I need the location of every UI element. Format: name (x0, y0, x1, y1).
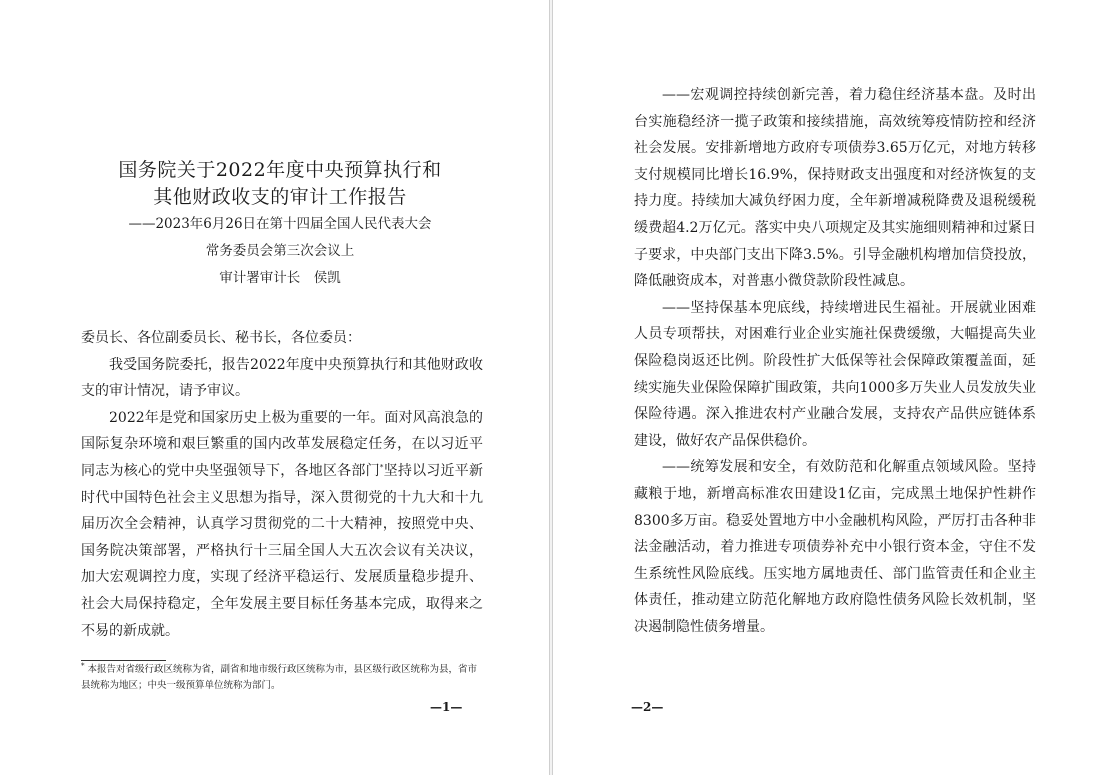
footnote (81, 662, 485, 694)
report-title-line-1: 国务院关于2022年度中央预算执行和 (118, 159, 442, 181)
footnote-divider (81, 660, 166, 661)
paragraph: ——坚持保基本兜底线，持续增进民生福祉。开展就业困难人员专项帮扶，对困难行业企业实施社保费缓缴，大幅提高失业保险稳岗返还比例。阶段性扩大低保等社会保障政策覆盖面，延续实施失业保险保障扩围政策，共向1000多万失业人员发放失业保险待遇。深入推进农村产业融合发展，支持农产品供应链体系建设，做好农产品保供稳价。 (634, 299, 1036, 449)
document-page-1 (0, 0, 550, 775)
report-title-line-2: 其他财政收支的审计工作报告 (153, 186, 407, 208)
paragraph-text: 2022年是党和国家历史上极为重要的一年。面对风高浪急的国际复杂环境和艰巨繁重的国内改革发展稳定任务，在以习近平同志为核心的党中央坚强领导下，各地区各部门 (81, 409, 483, 479)
report-subtitle-line-1: ——2023年6月26日在第十四届全国人民代表大会 (128, 216, 432, 232)
paragraph: 我受国务院委托，报告2022年度中央预算执行和其他财政收支的审计情况，请予审议。 (81, 356, 483, 400)
paragraph: ——宏观调控持续创新完善，着力稳住经济基本盘。及时出台实施稳经济一揽子政策和接续措施，高效统筹疫情防控和经济社会发展。安排新增地方政府专项债券3.65万亿元，对地方转移支付规模同比增长16.9%，保持财政支出强度和对经济恢复的支持力度。持续加大减负纾困力度，全年新增减税降费及退税缓税缓费超4.2万亿元。落实中央八项规定及其实施细则精神和过紧日子要求，中央部门支出下降3.5%。引导金融机构增加信贷投放，降低融资成本，对普惠小微贷款阶段性减息。 (634, 87, 1036, 290)
footnote-marker: * (81, 661, 85, 670)
footnote-marker[interactable]: * (379, 463, 384, 472)
paragraph-text: 坚持以习近平新时代中国特色社会主义思想为指导，深入贯彻党的十九大和十九届历次全会精神，认真学习贯彻党的二十大精神，按照党中央、国务院决策部署，严格执行十三届全国人大五次会议有关决议，加大宏观调控力度，实现了经济平稳运行、发展质量稳步提升、社会大局保持稳定，全年发展主要目标任务基本完成，取得来之不易的新成就。 (81, 462, 483, 639)
report-author: 审计署审计长 侯凯 (219, 270, 341, 286)
salutation: 委员长、各位副委员长、秘书长，各位委员： (81, 330, 361, 346)
report-title-block (60, 157, 500, 292)
page-number: —1— (430, 700, 463, 714)
page-2-body (634, 82, 1036, 640)
footnote-text: 本报告对省级行政区统称为省，副省和地市级行政区统称为市，县区级行政区统称为县，省市县统称为地区；中央一级预算单位统称为部门。 (81, 664, 478, 691)
document-page-2 (552, 0, 1102, 775)
report-subtitle-line-2: 常务委员会第三次会议上 (205, 243, 355, 259)
page-number: —2— (631, 700, 664, 714)
paragraph: ——统筹发展和安全，有效防范和化解重点领域风险。坚持藏粮于地，新增高标准农田建设1亿亩，完成黑土地保护性耕作8300多万亩。稳妥处置地方中小金融机构风险，严厉打击各种非法金融活动，着力推进专项债券补充中小银行资本金，守住不发生系统性风险底线。压实地方属地责任、部门监管责任和企业主体责任，推动建立防范化解地方政府隐性债务风险长效机制，坚决遏制隐性债务增量。 (634, 459, 1036, 635)
page-1-body (81, 325, 483, 644)
paragraph (81, 405, 483, 644)
